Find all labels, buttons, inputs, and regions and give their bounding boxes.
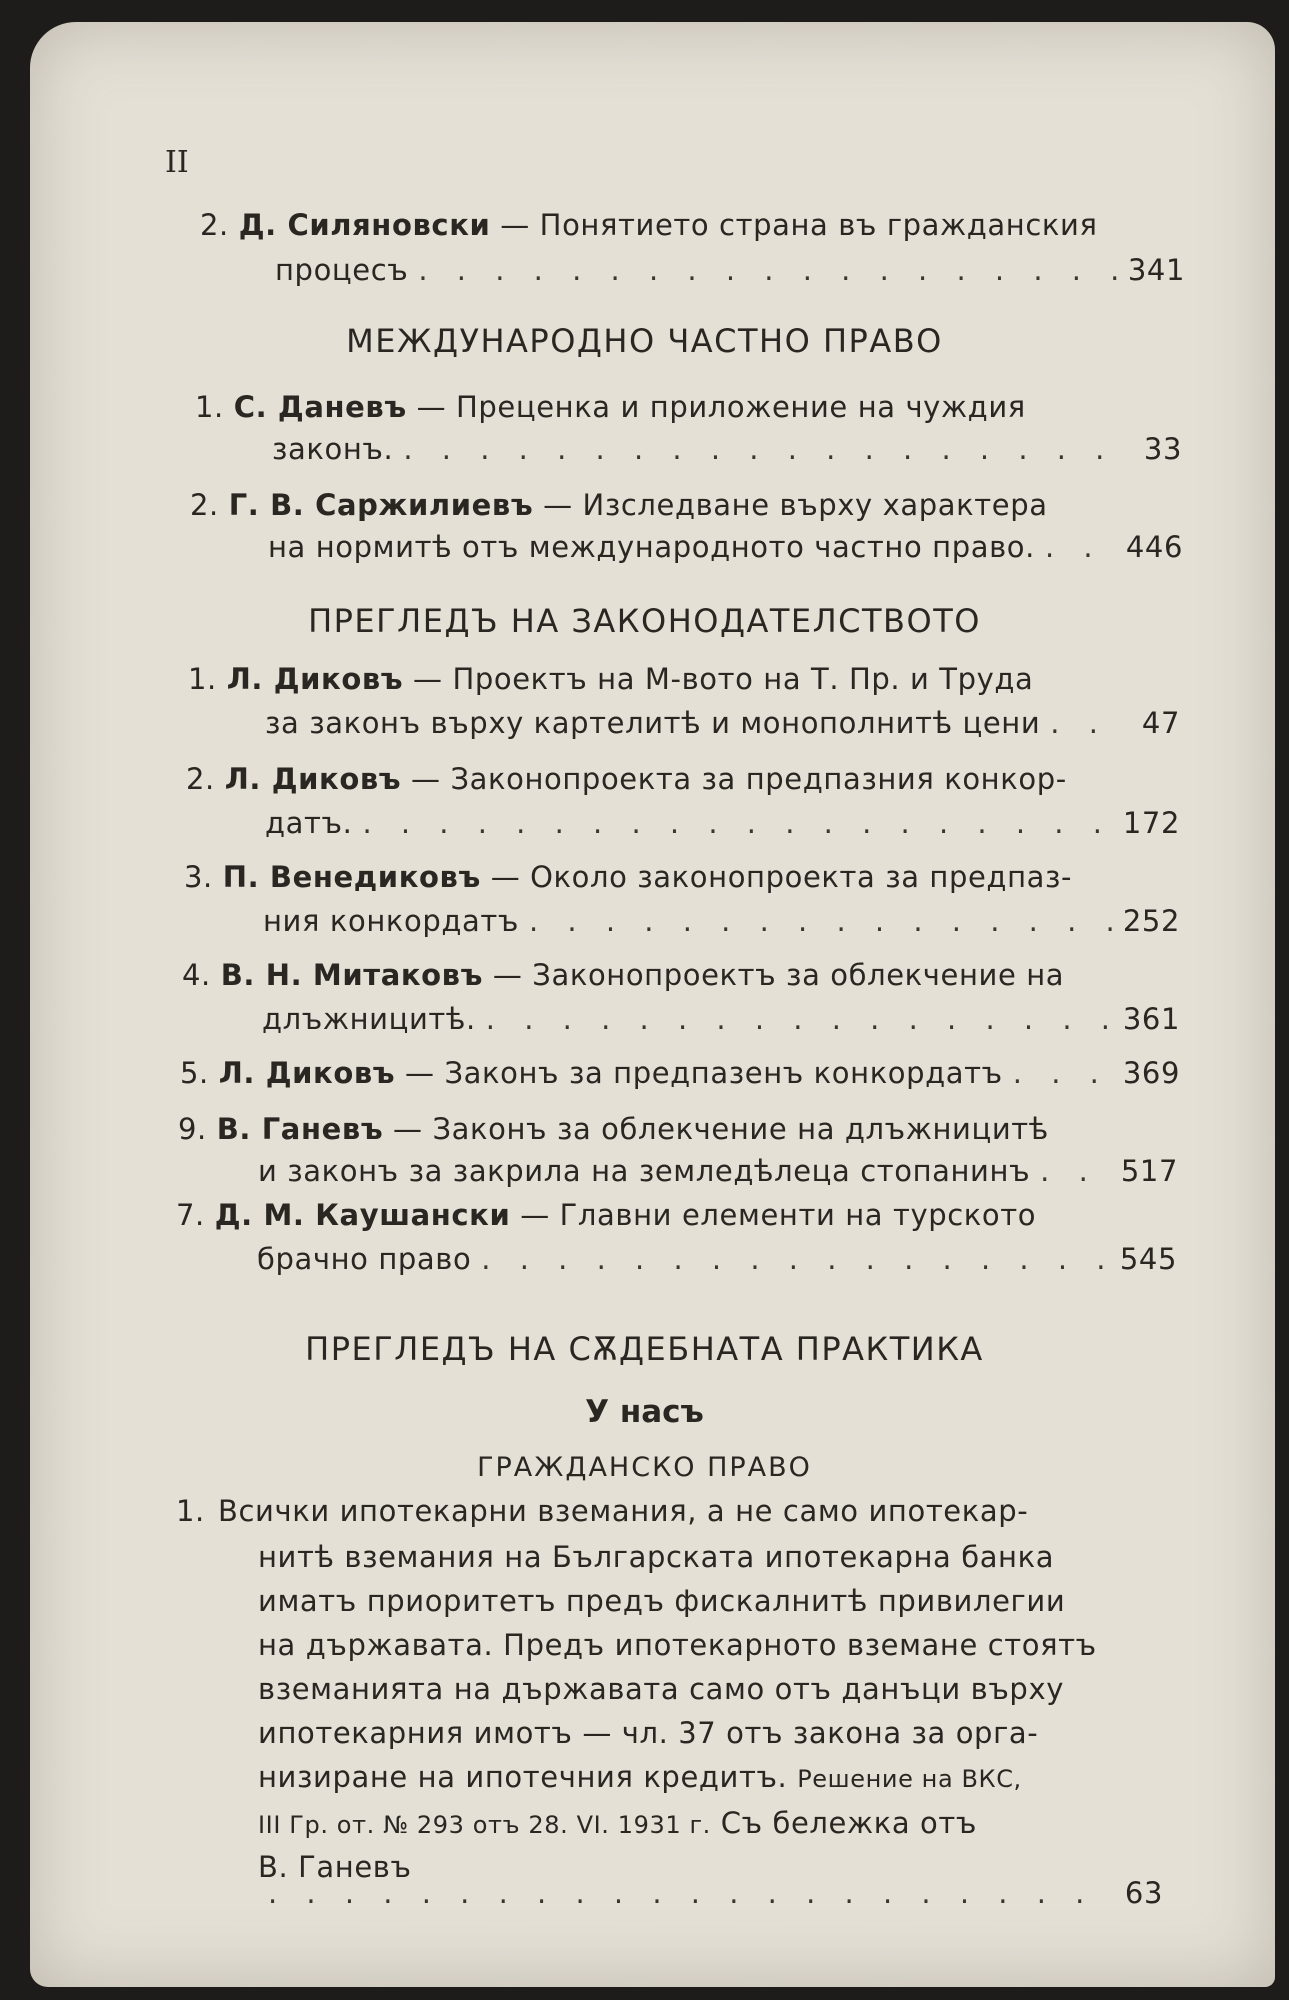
decision-reference: Решение на ВКС, xyxy=(797,1765,1022,1793)
case-text-line: низиране на ипотечния кредитъ. Решение на ВКС, xyxy=(258,1760,1022,1794)
toc-entry-line1: 2. Д. Силяновски — Понятието страна въ гражданския xyxy=(200,208,1098,242)
toc-entry-line2: процесъ . . . 341 xyxy=(275,253,1185,287)
subsection-heading: У насъ xyxy=(585,1394,704,1430)
case-item-number: 1. xyxy=(176,1494,205,1528)
toc-entry-line1: 2. Л. Диковъ — Законопроекта за предпазния конкор- xyxy=(186,762,1067,796)
case-page-line: . . . 63 xyxy=(258,1858,1163,1910)
case-text-line: нитѣ вземания на Българската ипотекарна банка xyxy=(258,1540,1055,1574)
toc-entry-line1: 1. Л. Диковъ — Проектъ на М-вото на Т. Пр. и Труда xyxy=(188,662,1034,696)
toc-entry-line1: 9. В. Ганевъ — Законъ за облекчение на длъжницитѣ xyxy=(178,1112,1049,1146)
section-heading: МЕЖДУНАРОДНО ЧАСТНО ПРАВО xyxy=(346,322,943,360)
case-text-line: вземанията на държавата само отъ данъци върху xyxy=(258,1672,1064,1706)
toc-entry-line2: ния конкордатъ . . . 252 xyxy=(263,904,1180,938)
toc-entry-line1: 3. П. Венедиковъ — Около законопроекта за предпаз- xyxy=(184,860,1073,894)
toc-entry-line1: 7. Д. М. Каушански — Главни елементи на турското xyxy=(176,1198,1037,1232)
toc-entry-line2: на нормитѣ отъ международното частно право. . . . 446 xyxy=(268,530,1183,564)
toc-page-number: 341 xyxy=(1127,253,1185,287)
section-heading: ПРЕГЛЕДЪ НА СѪДЕБНАТА ПРАКТИКА xyxy=(305,1330,984,1368)
toc-entry-line1: 2. Г. В. Саржилиевъ — Изследване върху характера xyxy=(190,488,1048,522)
case-text-line: ипотекарния имотъ — чл. 37 отъ закона за орга- xyxy=(258,1716,1039,1750)
subsubsection-heading: ГРАЖДАНСКО ПРАВО xyxy=(477,1452,812,1483)
toc-entry-line1: 5. Л. Диковъ — Законъ за предпазенъ конкордатъ . . . 369 xyxy=(180,1056,1180,1090)
toc-entry-line2: датъ. . . . 172 xyxy=(265,806,1180,840)
toc-entry-line2: длъжницитѣ. . . . 361 xyxy=(262,1002,1180,1036)
toc-entry-line1: 4. В. Н. Митаковъ — Законопроектъ за облекчение на xyxy=(182,958,1065,992)
decision-reference-cont: III Гр. от. № 293 отъ 28. VI. 1931 г. xyxy=(258,1811,711,1839)
section-heading: ПРЕГЛЕДЪ НА ЗАКОНОДАТЕЛСТВОТО xyxy=(308,602,981,640)
case-text-line: иматъ приоритетъ предъ фискалнитѣ привилегии xyxy=(258,1584,1066,1618)
case-text-line: Всички ипотекарни вземания, а не само ипотекар- xyxy=(218,1494,1029,1528)
case-text-line: на държавата. Предъ ипотекарното вземане стоятъ xyxy=(258,1628,1097,1662)
case-text-line: III Гр. от. № 293 отъ 28. VI. 1931 г. Съ бележка отъ xyxy=(258,1806,977,1840)
toc-entry-line1: 1. С. Даневъ — Преценка и приложение на чуждия xyxy=(195,390,1026,424)
case-note-author: В. Ганевъ xyxy=(258,1850,412,1884)
toc-entry-line2: и законъ за закрила на земледѣлеца стопанинъ . . . 517 xyxy=(258,1154,1178,1188)
toc-entry-line2: брачно право . . . 545 xyxy=(257,1242,1177,1276)
toc-entry-line2: за законъ върху картелитѣ и монополнитѣ цени . . . 47 xyxy=(265,706,1180,740)
page-number: II xyxy=(165,145,189,180)
toc-entry-line2: законъ. . . . 33 xyxy=(272,432,1182,466)
